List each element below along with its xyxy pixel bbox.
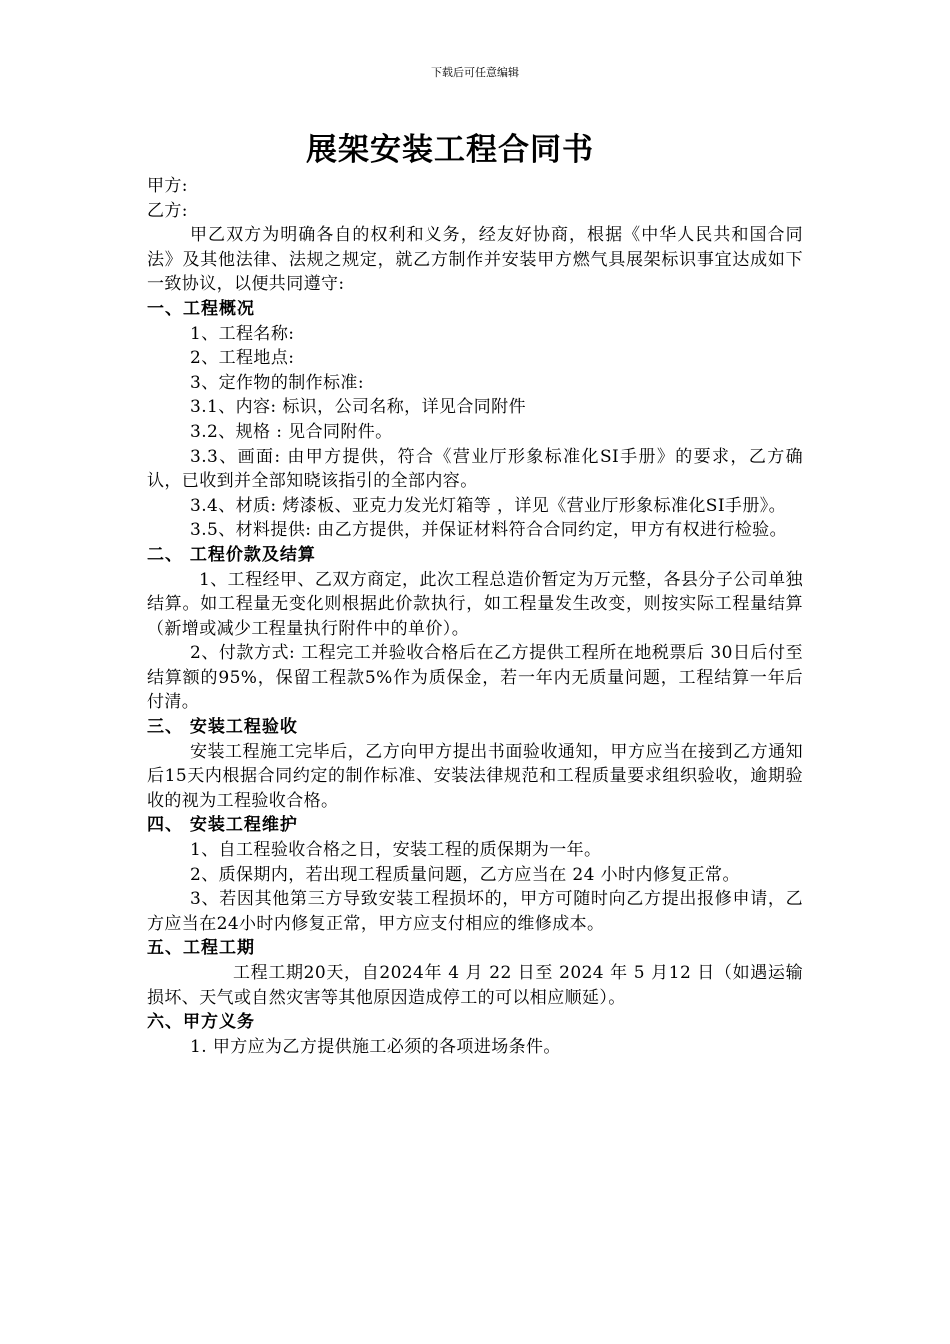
project-name-field: 1、工程名称:: [190, 323, 295, 344]
project-location-field: 2、工程地点:: [190, 348, 295, 369]
item-3-4: 3.4、材质: 烤漆板、亚克力发光灯箱等 ，详见《营业厅形象标准化SI手册》。: [190, 495, 787, 516]
section-3-heading: 三、 安装工程验收: [147, 717, 298, 738]
section-5-heading: 五、工程工期: [147, 938, 255, 959]
price-paragraph: 1、工程经甲、乙双方商定，此次工程总造价暂定为万元整，各县分子公司单独结算。如工程量无变化则根据此价款执行，如工程量发生改变，则按实际工程量结算（新增或减少工程量执行附件中的单价）。: [147, 569, 803, 639]
section-1-heading: 一、工程概况: [147, 298, 255, 319]
document-title: 展架安装工程合同书: [306, 132, 594, 168]
maintenance-item-2: 2、质保期内，若出现工程质量问题，乙方应当在 24 小时内修复正常。: [190, 864, 740, 885]
party-a-duty-1: 1. 甲方应为乙方提供施工必须的各项进场条件。: [190, 1036, 561, 1057]
maintenance-item-3: 3、若因其他第三方导致安装工程损坏的，甲方可随时向乙方提出报修申请，乙方应当在24小时内修复正常，甲方应支付相应的维修成本。: [147, 889, 803, 934]
item-3-5: 3.5、材料提供: 由乙方提供，并保证材料符合合同约定，甲方有权进行检验。: [190, 520, 787, 541]
maintenance-item-1: 1、自工程验收合格之日，安装工程的质保期为一年。: [190, 840, 602, 861]
section-2-heading: 二、 工程价款及结算: [147, 544, 316, 565]
contract-body: [147, 174, 803, 1059]
item-3-3: 3.3、画面: 由甲方提供，符合《营业厅形象标准化SI手册》的要求，乙方确认，已收到并全部知晓该指引的全部内容。: [147, 446, 803, 492]
item-3-1: 3.1、内容: 标识，公司名称，详见合同附件: [190, 397, 526, 418]
party-b-label: 乙方:: [147, 200, 188, 221]
payment-paragraph: 2、付款方式: 工程完工并验收合格后在乙方提供工程所在地税票后 30日后付至结算额的95%，保留工程款5%作为质保金，若一年内无质量问题，工程结算一年后付清。: [147, 643, 803, 713]
section-4-heading: 四、 安装工程维护: [147, 815, 298, 836]
acceptance-paragraph: 安装工程施工完毕后，乙方向甲方提出书面验收通知，甲方应当在接到乙方通知后15天内根据合同约定的制作标准、安装法律规范和工程质量要求组织验收，逾期验收的视为工程验收合格。: [147, 741, 803, 811]
duration-paragraph: 工程工期20天，自2024年 4 月 22 日至 2024 年 5 月12 日（如遇运输损坏、天气或自然灾害等其他原因造成停工的可以相应顺延）。: [147, 963, 803, 1008]
intro-paragraph: 甲乙双方为明确各自的权利和义务，经友好协商，根据《中华人民共和国合同法》及其他法律、法规之规定，就乙方制作并安装甲方燃气具展架标识事宜达成如下一致协议，以便共同遵守:: [147, 225, 803, 295]
party-a-label: 甲方:: [147, 176, 188, 196]
section-6-heading: 六、甲方义务: [147, 1012, 255, 1033]
item-3-2: 3.2、规格 : 见合同附件。: [190, 421, 393, 442]
header-note: 下载后可任意编辑: [431, 66, 519, 79]
production-standard-label: 3、定作物的制作标准:: [190, 372, 364, 393]
